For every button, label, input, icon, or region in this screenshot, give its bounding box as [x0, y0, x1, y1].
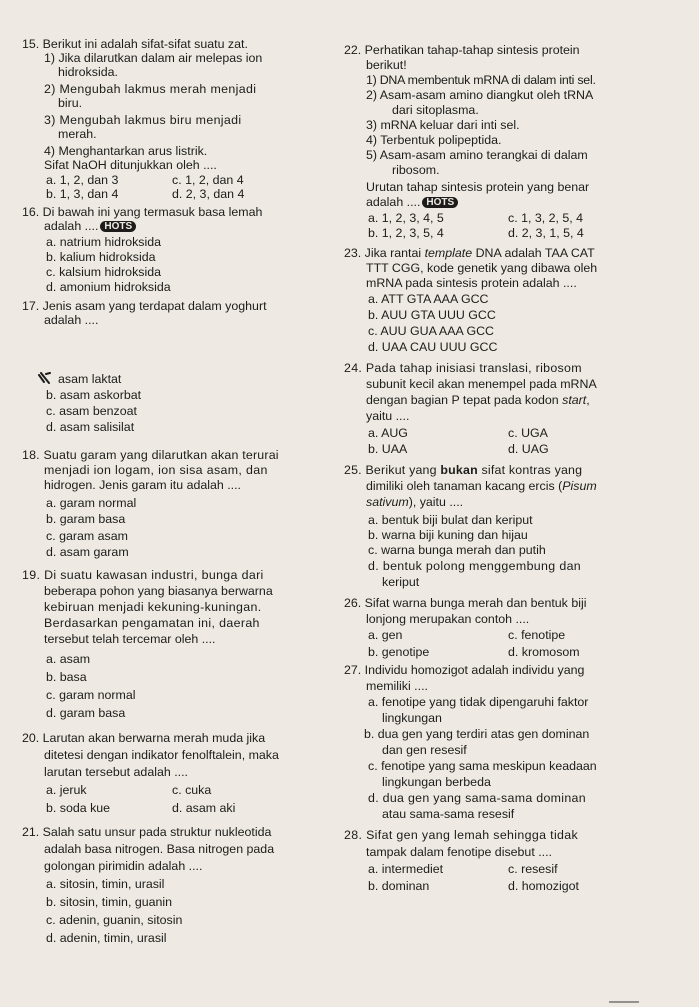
option-a[interactable]: a. gen	[368, 628, 403, 642]
question-text: 28. Sifat gen yang lemah sehingga tidak	[344, 828, 579, 842]
question-text-cont: ditetesi dengan indikator fenolftalein, maka	[44, 748, 279, 762]
question-text-cont: golongan pirimidin adalah ....	[44, 859, 203, 873]
question-text-cont: adalah basa nitrogen. Basa nitrogen pada	[44, 842, 275, 856]
statement: ribosom.	[392, 163, 440, 177]
statement: 3) mRNA keluar dari inti sel.	[366, 118, 520, 132]
option-c[interactable]: c. fenotipe yang sama meskipun keadaan	[368, 759, 597, 773]
question-text-cont: adalah ....	[44, 313, 99, 327]
option-a-cont: lingkungan	[382, 711, 442, 725]
question-text-part: ,	[586, 393, 590, 407]
question-text-cont: berikut!	[366, 58, 407, 72]
option-b[interactable]: b. genotipe	[368, 645, 430, 659]
question-text-cont: mRNA pada sintesis protein adalah ....	[366, 276, 577, 290]
question-prompt	[366, 195, 458, 210]
option-c[interactable]: c. asam benzoat	[46, 404, 137, 418]
hots-badge: HOTS	[100, 221, 136, 232]
option-b[interactable]: b. dominan	[368, 879, 430, 893]
option-b[interactable]: b. AUU GTA UUU GCC	[368, 308, 496, 322]
option-c[interactable]: c. cuka	[172, 783, 212, 797]
question-text-cont: beberapa pohon yang biasanya berwarna	[44, 584, 273, 598]
hots-badge: HOTS	[422, 197, 458, 208]
statement: 5) Asam-asam amino terangkai di dalam	[366, 148, 588, 162]
option-a[interactable]: asam laktat	[58, 372, 122, 386]
option-d[interactable]: d. asam salisilat	[46, 420, 135, 434]
option-d[interactable]: d. kromosom	[508, 645, 580, 659]
question-prompt: Sifat NaOH ditunjukkan oleh ....	[44, 158, 217, 172]
question-text-cont	[366, 479, 597, 494]
option-c[interactable]: c. 1, 2, dan 4	[172, 173, 244, 187]
option-d[interactable]: d. asam garam	[46, 545, 129, 559]
question-text-part: sifat kontras yang	[477, 463, 583, 477]
option-d-cont: keriput	[382, 575, 420, 589]
question-text: 17. Jenis asam yang terdapat dalam yoghurt	[22, 299, 267, 313]
option-b[interactable]: b. 1, 2, 3, 5, 4	[368, 226, 444, 240]
question-text-cont: Berdasarkan pengamatan ini, daerah	[44, 616, 260, 630]
question-text: 24. Pada tahap inisiasi translasi, ribosom	[344, 361, 582, 375]
statement: merah.	[58, 127, 97, 141]
question-text-italic: Pisum	[562, 479, 597, 493]
statement: 4) Terbentuk polipeptida.	[366, 133, 502, 147]
option-d[interactable]: d. garam basa	[46, 706, 126, 720]
option-b[interactable]: b. dua gen yang terdiri atas gen dominan	[364, 727, 590, 741]
option-c[interactable]: c. garam normal	[46, 688, 136, 702]
question-prompt-line: adalah ....	[366, 195, 421, 209]
question-text: 27. Individu homozigot adalah individu yang	[344, 663, 585, 677]
question-text: 22. Perhatikan tahap-tahap sintesis protein	[344, 43, 580, 57]
question-text: 15. Berikut ini adalah sifat-sifat suatu zat.	[22, 37, 248, 51]
statement: dari sitoplasma.	[392, 103, 479, 117]
statement: 4) Menghantarkan arus listrik.	[44, 144, 208, 158]
question-text: 20. Larutan akan berwarna merah muda jika	[22, 731, 266, 745]
option-d[interactable]: d. UAA CAU UUU GCC	[368, 340, 498, 354]
option-b[interactable]: b. kalium hidroksida	[46, 250, 156, 264]
question-text: 26. Sifat warna bunga merah dan bentuk biji	[344, 596, 587, 610]
option-c[interactable]: c. UGA	[508, 426, 548, 440]
option-d[interactable]: d. homozigot	[508, 879, 579, 893]
option-c[interactable]: c. 1, 3, 2, 5, 4	[508, 211, 584, 225]
option-b[interactable]: b. soda kue	[46, 801, 111, 815]
question-text: 19. Di suatu kawasan industri, bunga dari	[22, 568, 264, 582]
option-d[interactable]: d. amonium hidroksida	[46, 280, 171, 294]
option-b[interactable]: b. 1, 3, dan 4	[46, 187, 119, 201]
question-prompt: Urutan tahap sintesis protein yang benar	[366, 180, 590, 194]
question-text-part: 25. Berikut yang	[344, 463, 441, 477]
statement: 3) Mengubah lakmus biru menjadi	[44, 113, 242, 127]
statement: biru.	[58, 96, 83, 110]
question-text-part: 23. Jika rantai	[344, 246, 425, 260]
statement: 1) Jika dilarutkan dalam air melepas ion	[44, 51, 263, 65]
option-c[interactable]: c. warna bunga merah dan putih	[368, 543, 546, 557]
option-c-cont: lingkungan berbeda	[382, 775, 491, 789]
option-a[interactable]: a. intermediet	[368, 862, 444, 876]
option-c[interactable]: c. adenin, guanin, sitosin	[46, 913, 183, 927]
option-d-cont: atau sama-sama resesif	[382, 807, 515, 821]
option-b[interactable]: b. basa	[46, 670, 87, 684]
question-text-italic: template	[424, 246, 473, 260]
option-c[interactable]: c. resesif	[508, 862, 558, 876]
question-text-part: ), yaitu ....	[408, 495, 464, 509]
statement: 2) Mengubah lakmus merah menjadi	[44, 82, 257, 96]
question-text-cont: memiliki ....	[366, 679, 428, 693]
option-a[interactable]: a. natrium hidroksida	[46, 235, 162, 249]
option-d[interactable]: d. bentuk polong menggembung dan	[368, 559, 582, 573]
option-c[interactable]: c. kalsium hidroksida	[46, 265, 162, 279]
option-d[interactable]: d. 2, 3, 1, 5, 4	[508, 226, 584, 240]
statement: hidroksida.	[58, 65, 118, 79]
option-a[interactable]: a. bentuk biji bulat dan keriput	[368, 513, 533, 527]
question-text-cont: yaitu ....	[366, 409, 410, 423]
option-d[interactable]: d. asam aki	[172, 801, 236, 815]
option-d[interactable]: d. 2, 3, dan 4	[172, 187, 245, 201]
question-text	[344, 246, 595, 261]
option-a[interactable]: a. 1, 2, 3, 4, 5	[368, 211, 444, 225]
option-c[interactable]: c. AUU GUA AAA GCC	[368, 324, 495, 338]
question-text-cont: lonjong merupakan contoh ....	[366, 612, 530, 626]
question-text-cont: TTT CGG, kode genetik yang dibawa oleh	[366, 261, 598, 275]
question-text-cont: tersebut telah tercemar oleh ....	[44, 632, 216, 646]
question-text: 18. Suatu garam yang dilarutkan akan terurai	[22, 448, 279, 462]
option-b-cont: dan gen resesif	[382, 743, 467, 757]
page-edge-mark	[609, 1001, 639, 1007]
question-text-cont: larutan tersebut adalah ....	[44, 765, 188, 779]
option-b[interactable]: b. garam basa	[46, 512, 126, 526]
option-b[interactable]: b. asam askorbat	[46, 388, 142, 402]
question-text-cont: menjadi ion logam, ion sisa asam, dan	[44, 463, 268, 477]
question-text: 16. Di bawah ini yang termasuk basa lemah	[22, 205, 263, 219]
option-a[interactable]: a. fenotipe yang tidak dipengaruhi faktor	[368, 695, 589, 709]
question-text-line: adalah ....	[44, 219, 99, 233]
check-mark-icon	[38, 372, 52, 384]
option-a[interactable]: a. AUG	[368, 426, 408, 440]
option-a[interactable]: a. garam normal	[46, 496, 137, 510]
question-text-cont	[44, 219, 136, 234]
question-text-cont: subunit kecil akan menempel pada mRNA	[366, 377, 597, 391]
option-d[interactable]: d. dua gen yang sama-sama dominan	[368, 791, 586, 805]
option-a[interactable]: a. 1, 2, dan 3	[46, 173, 119, 187]
question-text: 21. Salah satu unsur pada struktur nukleotida	[22, 825, 272, 839]
statement: 2) Asam-asam amino diangkut oleh tRNA	[366, 88, 594, 102]
option-a[interactable]: a. asam	[46, 652, 91, 666]
option-c[interactable]: c. garam asam	[46, 529, 128, 543]
question-text-part: dengan bagian P tepat pada kodon	[366, 393, 563, 407]
option-a[interactable]: a. jeruk	[46, 783, 87, 797]
option-d[interactable]: d. UAG	[508, 442, 549, 456]
option-d[interactable]: d. adenin, timin, urasil	[46, 931, 167, 945]
question-text-italic: sativum	[366, 495, 409, 509]
question-text-part: DNA adalah TAA CAT	[472, 246, 595, 260]
question-text-cont	[366, 393, 590, 408]
question-text-italic: start	[562, 393, 587, 407]
question-text-cont	[366, 495, 463, 510]
option-b[interactable]: b. warna biji kuning dan hijau	[368, 528, 528, 542]
option-c[interactable]: c. fenotipe	[508, 628, 566, 642]
question-text	[344, 463, 582, 478]
question-text-cont: kebiruan menjadi kekuning-kuningan.	[44, 600, 262, 614]
option-b[interactable]: b. sitosin, timin, guanin	[46, 895, 173, 909]
statement: 1) DNA membentuk mRNA di dalam inti sel.	[366, 73, 596, 87]
question-text-cont: hidrogen. Jenis garam itu adalah ....	[44, 478, 241, 492]
option-a[interactable]: a. ATT GTA AAA GCC	[368, 292, 489, 306]
question-text-part: dimiliki oleh tanaman kacang ercis (	[366, 479, 563, 493]
question-text-bold: bukan	[440, 463, 478, 477]
question-text-cont: tampak dalam fenotipe disebut ....	[366, 845, 552, 859]
option-b[interactable]: b. UAA	[368, 442, 408, 456]
option-a[interactable]: a. sitosin, timin, urasil	[46, 877, 165, 891]
